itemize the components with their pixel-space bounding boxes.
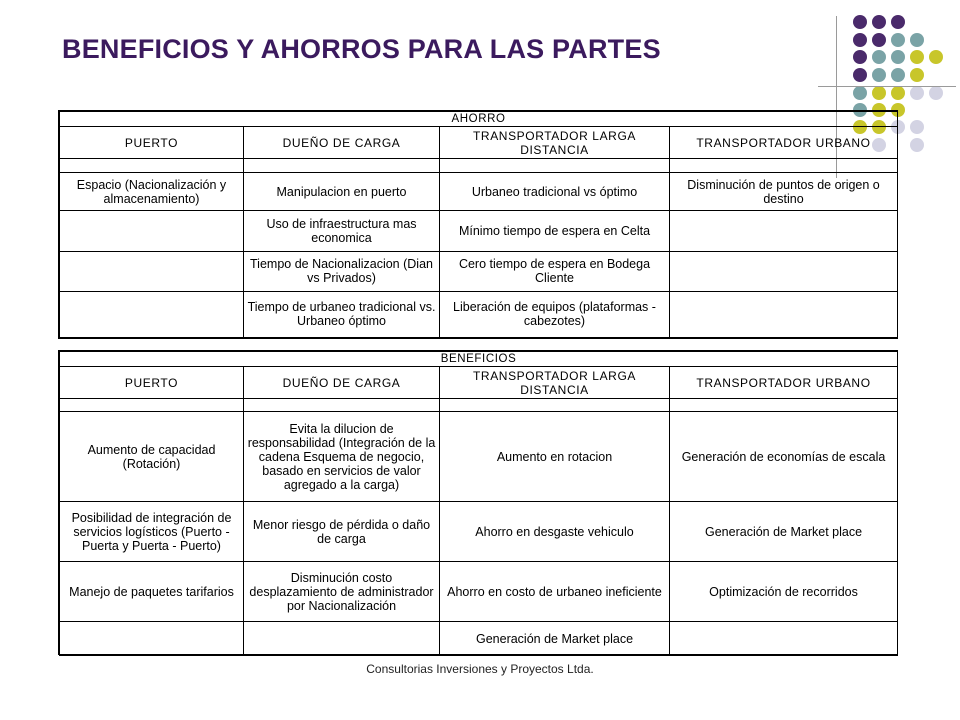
footer-company-name: Consultorias Inversiones y Proyectos Ltda.	[366, 662, 594, 676]
beneficios-table	[59, 351, 898, 656]
dot	[891, 68, 905, 82]
ahorro-header-transportador-urbano: TRANSPORTADOR URBANO	[670, 127, 898, 159]
ahorro-table	[59, 111, 898, 338]
beneficios-spacer-cell	[60, 399, 244, 412]
beneficios-header-puerto: PUERTO	[60, 367, 244, 399]
ahorro-cell	[670, 291, 898, 337]
beneficios-table-frame	[58, 350, 898, 655]
beneficios-cell: Generación de Market place	[670, 502, 898, 562]
beneficios-spacer-cell	[244, 399, 440, 412]
dot	[853, 15, 867, 29]
beneficios-header-dueno-de-carga: DUEÑO DE CARGA	[244, 367, 440, 399]
beneficios-cell: Disminución costo desplazamiento de administrador por Nacionalización	[244, 562, 440, 622]
beneficios-spacer-cell	[670, 399, 898, 412]
dot	[853, 50, 867, 64]
ahorro-cell	[60, 211, 244, 251]
dot	[872, 33, 886, 47]
dot	[853, 68, 867, 82]
dot	[910, 120, 924, 134]
beneficios-cell: Ahorro en desgaste vehiculo	[440, 502, 670, 562]
beneficios-cell: Generación de Market place	[440, 622, 670, 656]
dot	[891, 86, 905, 100]
dot	[872, 50, 886, 64]
ahorro-cell	[670, 251, 898, 291]
dot	[929, 86, 943, 100]
ahorro-table-frame	[58, 110, 898, 339]
beneficios-cell: Ahorro en costo de urbaneo ineficiente	[440, 562, 670, 622]
ahorro-spacer-cell	[60, 159, 244, 173]
dot	[872, 86, 886, 100]
decorative-horizontal-line	[818, 86, 956, 87]
ahorro-header-dueno-de-carga: DUEÑO DE CARGA	[244, 127, 440, 159]
beneficios-cell: Manejo de paquetes tarifarios	[60, 562, 244, 622]
ahorro-spacer-cell	[670, 159, 898, 173]
dot	[910, 68, 924, 82]
ahorro-cell: Tiempo de Nacionalizacion (Dian vs Privados)	[244, 251, 440, 291]
ahorro-spacer-cell	[244, 159, 440, 173]
beneficios-header-transportador-urbano: TRANSPORTADOR URBANO	[670, 367, 898, 399]
ahorro-section-title: AHORRO	[60, 112, 898, 127]
dot	[853, 86, 867, 100]
dot	[929, 50, 943, 64]
ahorro-cell: Espacio (Nacionalización y almacenamiento)	[60, 173, 244, 211]
ahorro-cell: Manipulacion en puerto	[244, 173, 440, 211]
beneficios-cell: Aumento de capacidad (Rotación)	[60, 412, 244, 502]
ahorro-cell	[60, 291, 244, 337]
ahorro-spacer-cell	[440, 159, 670, 173]
dot	[853, 33, 867, 47]
beneficios-cell: Posibilidad de integración de servicios logísticos (Puerto - Puerta y Puerta - Puerto)	[60, 502, 244, 562]
ahorro-cell: Disminución de puntos de origen o destino	[670, 173, 898, 211]
ahorro-header-puerto: PUERTO	[60, 127, 244, 159]
dot	[910, 86, 924, 100]
ahorro-cell: Cero tiempo de espera en Bodega Cliente	[440, 251, 670, 291]
dot	[910, 50, 924, 64]
beneficios-cell: Aumento en rotacion	[440, 412, 670, 502]
beneficios-cell	[670, 622, 898, 656]
beneficios-cell: Menor riesgo de pérdida o daño de carga	[244, 502, 440, 562]
beneficios-spacer-cell	[440, 399, 670, 412]
ahorro-cell: Mínimo tiempo de espera en Celta	[440, 211, 670, 251]
dot	[910, 138, 924, 152]
ahorro-cell	[60, 251, 244, 291]
dot	[891, 50, 905, 64]
dot	[910, 33, 924, 47]
ahorro-cell: Uso de infraestructura mas economica	[244, 211, 440, 251]
ahorro-cell: Liberación de equipos (plataformas - cabezotes)	[440, 291, 670, 337]
beneficios-cell	[244, 622, 440, 656]
dot	[872, 15, 886, 29]
beneficios-section-title: BENEFICIOS	[60, 352, 898, 367]
beneficios-header-transportador-larga-distancia: TRANSPORTADOR LARGA DISTANCIA	[440, 367, 670, 399]
beneficios-cell: Evita la dilucion de responsabilidad (Integración de la cadena Esquema de negocio, basado en servicios de valor agregado a la carga)	[244, 412, 440, 502]
dot	[872, 68, 886, 82]
beneficios-cell	[60, 622, 244, 656]
dot	[891, 33, 905, 47]
page-title: BENEFICIOS Y AHORROS PARA LAS PARTES	[62, 34, 661, 64]
ahorro-cell: Tiempo de urbaneo tradicional vs. Urbaneo óptimo	[244, 291, 440, 337]
beneficios-cell: Optimización de recorridos	[670, 562, 898, 622]
dot	[891, 15, 905, 29]
ahorro-cell	[670, 211, 898, 251]
ahorro-header-transportador-larga-distancia: TRANSPORTADOR LARGA DISTANCIA	[440, 127, 670, 159]
beneficios-cell: Generación de economías de escala	[670, 412, 898, 502]
ahorro-cell: Urbaneo tradicional vs óptimo	[440, 173, 670, 211]
